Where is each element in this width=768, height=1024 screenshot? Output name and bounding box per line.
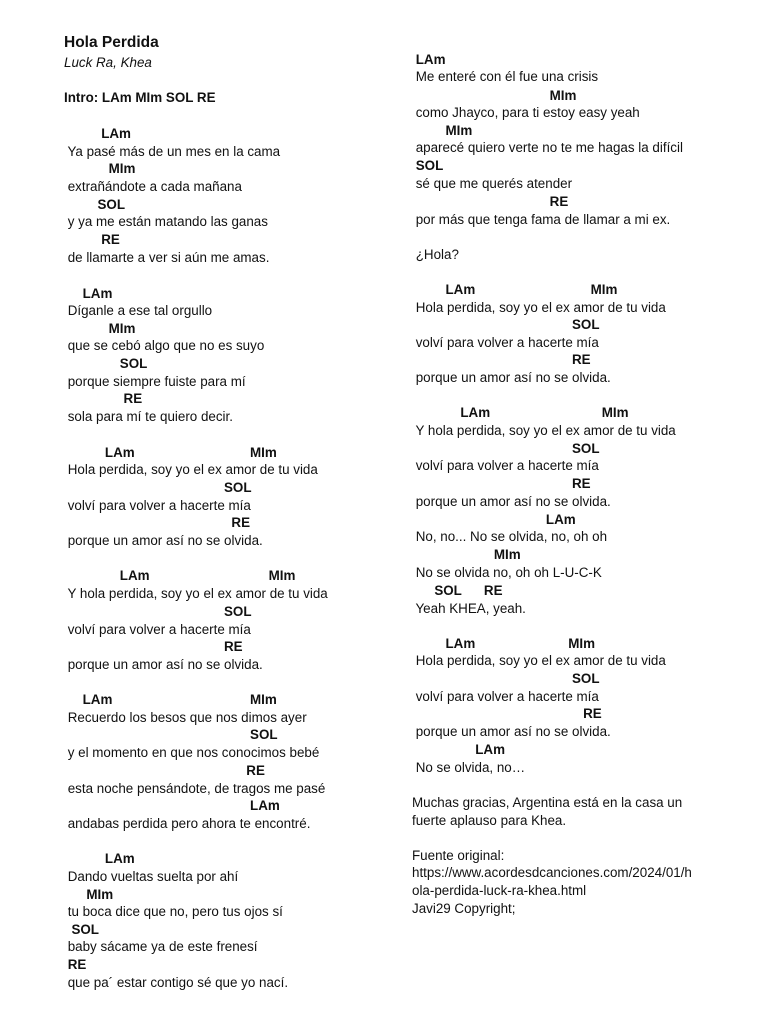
lyric-line: y el momento en que nos conocimos bebé — [64, 745, 320, 760]
lyric-line: Dando vueltas suelta por ahí — [64, 869, 239, 884]
lyric-line: Y hola perdida, soy yo el ex amor de tu vida — [64, 586, 328, 601]
lyric-line: Yeah KHEA, yeah. — [412, 601, 526, 616]
chord-line: LAm MIm — [412, 282, 618, 297]
lyric-line: que se cebó algo que no es suyo — [64, 338, 265, 353]
chord-line: LAm — [64, 286, 113, 301]
intro-chords: Intro: LAm MIm SOL RE — [64, 90, 216, 105]
lyric-line: andabas perdida pero ahora te encontré. — [64, 816, 311, 831]
lyric-line: de llamarte a ver si aún me amas. — [64, 250, 270, 265]
lyric-line: volví para volver a hacerte mía — [64, 498, 251, 513]
lyric-line: Y hola perdida, soy yo el ex amor de tu vida — [412, 423, 676, 438]
chord-line: LAm — [412, 742, 506, 757]
lyric-line: y ya me están matando las ganas — [64, 214, 268, 229]
lyric-line: como Jhayco, para ti estoy easy yeah — [412, 105, 640, 120]
chord-line: SOL — [64, 356, 148, 371]
chord-line: SOL — [64, 197, 126, 212]
lyric-line: Recuerdo los besos que nos dimos ayer — [64, 710, 307, 725]
lyric-line: porque un amor así no se olvida. — [412, 494, 611, 509]
lyric-line: esta noche pensándote, de tragos me pasé — [64, 781, 326, 796]
chord-line: LAm — [412, 512, 576, 527]
lyric-line: porque un amor así no se olvida. — [64, 533, 263, 548]
chord-line: MIm — [64, 161, 136, 176]
chord-line: SOL RE — [412, 583, 503, 598]
chord-line: SOL — [64, 727, 278, 742]
lyric-line: tu boca dice que no, pero tus ojos sí — [64, 904, 283, 919]
chord-line: LAm — [64, 851, 135, 866]
lyric-line: No se olvida no, oh oh L-U-C-K — [412, 565, 602, 580]
song-title: Hola Perdida — [64, 34, 159, 51]
chord-line: LAm MIm — [64, 568, 296, 583]
lyric-line: Javi29 Copyright; — [412, 901, 516, 916]
chord-line: LAm MIm — [412, 405, 629, 420]
lyric-line: https://www.acordesdcanciones.com/2024/01/h — [412, 865, 692, 880]
lyric-line: Díganle a ese tal orgullo — [64, 303, 213, 318]
lyric-line: porque un amor así no se olvida. — [412, 370, 611, 385]
lyric-line: volví para volver a hacerte mía — [412, 335, 599, 350]
lyric-line: sé que me querés atender — [412, 176, 573, 191]
chord-line: RE — [64, 391, 143, 406]
chord-line: MIm — [412, 88, 577, 103]
lyric-line: ola-perdida-luck-ra-khea.html — [412, 883, 587, 898]
chord-line: SOL — [412, 671, 600, 686]
chord-line: SOL — [412, 158, 444, 173]
lyric-line: por más que tenga fama de llamar a mi ex. — [412, 212, 671, 227]
lyric-line: volví para volver a hacerte mía — [64, 622, 251, 637]
chord-line: MIm — [412, 547, 521, 562]
chord-line: LAm — [64, 798, 280, 813]
chord-line: RE — [412, 706, 602, 721]
lyric-line: Hola perdida, soy yo el ex amor de tu vida — [412, 653, 666, 668]
lyric-line: volví para volver a hacerte mía — [412, 689, 599, 704]
lyric-line: ¿Hola? — [412, 247, 459, 262]
chord-line: RE — [412, 352, 591, 367]
lyric-line: sola para mí te quiero decir. — [64, 409, 233, 424]
lyric-line: aparecé quiero verte no te me hagas la difícil — [412, 140, 683, 155]
lyric-line: Muchas gracias, Argentina está en la casa un — [412, 795, 683, 810]
lyric-line: fuerte aplauso para Khea. — [412, 813, 567, 828]
chord-line: LAm — [412, 52, 446, 67]
lyric-line: porque un amor así no se olvida. — [412, 724, 611, 739]
lyric-line: Hola perdida, soy yo el ex amor de tu vida — [412, 300, 666, 315]
chord-line: RE — [64, 639, 243, 654]
lyric-line: baby sácame ya de este frenesí — [64, 939, 258, 954]
lyric-line: porque siempre fuiste para mí — [64, 374, 246, 389]
chord-line: LAm — [64, 126, 131, 141]
chord-line: RE — [412, 476, 591, 491]
lyric-line: extrañándote a cada mañana — [64, 179, 242, 194]
chord-line: SOL — [64, 604, 252, 619]
lyric-line: volví para volver a hacerte mía — [412, 458, 599, 473]
chord-line: SOL — [412, 317, 600, 332]
lyric-line: que pa´ estar contigo sé que yo nací. — [64, 975, 289, 990]
chord-line: RE — [64, 957, 87, 972]
lyric-line: Hola perdida, soy yo el ex amor de tu vida — [64, 462, 318, 477]
lyric-line: Ya pasé más de un mes en la cama — [64, 144, 281, 159]
song-artists: Luck Ra, Khea — [64, 55, 152, 70]
chord-line: SOL — [412, 441, 600, 456]
chord-line: MIm — [64, 887, 114, 902]
chord-line: SOL — [64, 922, 99, 937]
lyric-line: No, no... No se olvida, no, oh oh — [412, 529, 608, 544]
chord-line: LAm MIm — [412, 636, 596, 651]
chord-line: RE — [412, 194, 569, 209]
chord-line: SOL — [64, 480, 252, 495]
lyric-line: Me enteré con él fue una crisis — [412, 69, 599, 84]
chord-line: MIm — [412, 123, 473, 138]
chord-line: RE — [64, 232, 120, 247]
chord-line: LAm MIm — [64, 445, 277, 460]
chord-line: MIm — [64, 321, 136, 336]
lyric-line: porque un amor así no se olvida. — [64, 657, 263, 672]
chord-line: RE — [64, 763, 265, 778]
lyric-line: Fuente original: — [412, 848, 505, 863]
chord-line: LAm MIm — [64, 692, 277, 707]
lyric-line: No se olvida, no… — [412, 760, 526, 775]
chord-line: RE — [64, 515, 251, 530]
